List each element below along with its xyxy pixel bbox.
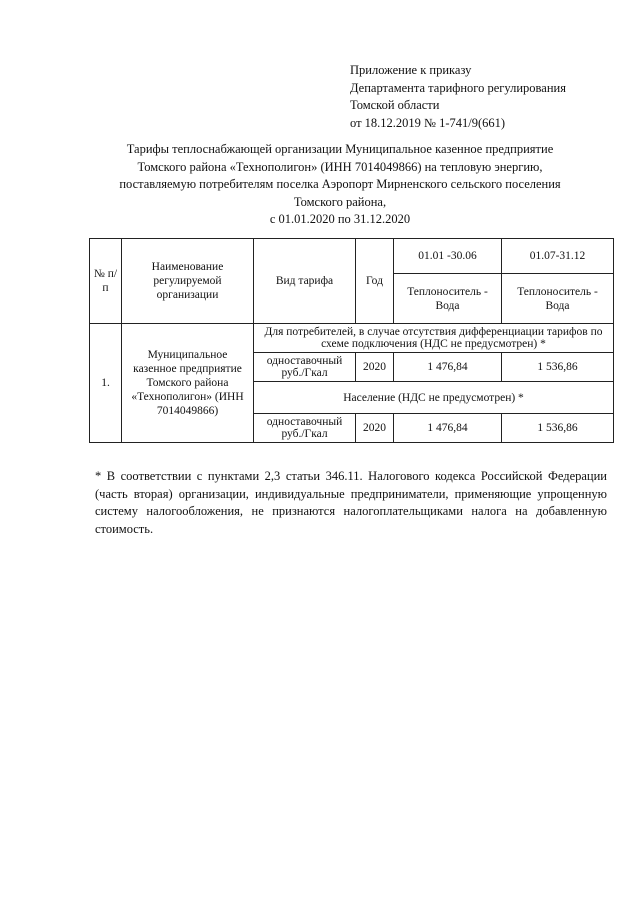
tariff-type-cell: одноставочный руб./Гкал xyxy=(254,353,356,382)
appendix-line: Томской области xyxy=(350,98,440,112)
footnote: * В соответствии с пунктами 2,3 статьи 346.11. Налогового кодекса Российской Федерации (часть вторая) организации, индивидуальные предприниматели, применяющие упрощенную систему налогообложения, не признаются налогоплательщиками налога на добавленную стоимость. xyxy=(95,469,607,536)
value-cell: 1 476,84 xyxy=(394,414,502,443)
tariff-table xyxy=(89,238,614,443)
header-period-2: 01.07-31.12 xyxy=(502,239,614,274)
value-cell: 1 476,84 xyxy=(394,353,502,382)
table-header-row xyxy=(90,239,614,274)
value-cell: 1 536,86 xyxy=(502,414,614,443)
appendix-line: от 18.12.2019 № 1-741/9(661) xyxy=(350,115,506,130)
title-line: с 01.01.2020 по 31.12.2020 xyxy=(269,212,411,226)
year-cell: 2020 xyxy=(356,353,394,382)
header-year: Год xyxy=(356,239,394,324)
title-line: Тарифы теплоснабжающей организации Муниципальное казенное предприятие xyxy=(126,142,554,156)
org-name: Муниципальное казенное предприятие Томского района «Технополигон» (ИНН 7014049866) xyxy=(122,324,254,443)
header-num: № п/п xyxy=(90,239,122,324)
appendix-line: Приложение к приказу xyxy=(350,63,472,77)
header-org: Наименование регулируемой организации xyxy=(122,239,254,324)
header-carrier-2: Теплоноситель - Вода xyxy=(502,274,614,324)
header-carrier-1: Теплоноситель - Вода xyxy=(394,274,502,324)
row-num: 1. xyxy=(90,324,122,443)
table-row xyxy=(90,324,614,353)
header-tariff-type: Вид тарифа xyxy=(254,239,356,324)
value-cell: 1 536,86 xyxy=(502,353,614,382)
section-consumers: Для потребителей, в случае отсутствия дифференциации тарифов по схеме подключения (НДС не предусмотрен) * xyxy=(254,324,614,353)
title-line: поставляемую потребителям поселка Аэропорт Мирненского сельского поселения xyxy=(119,177,561,191)
document-title xyxy=(60,141,620,229)
appendix-line: Департамента тарифного регулирования xyxy=(350,80,566,95)
title-line: Томского района, xyxy=(293,194,387,209)
section-population: Население (НДС не предусмотрен) * xyxy=(254,382,614,414)
header-period-1: 01.01 -30.06 xyxy=(394,239,502,274)
year-cell: 2020 xyxy=(356,414,394,443)
appendix-block xyxy=(350,62,630,132)
title-line: Томского района «Технополигон» (ИНН 7014049866) на тепловую энергию, xyxy=(137,159,543,174)
tariff-type-cell: одноставочный руб./Гкал xyxy=(254,414,356,443)
